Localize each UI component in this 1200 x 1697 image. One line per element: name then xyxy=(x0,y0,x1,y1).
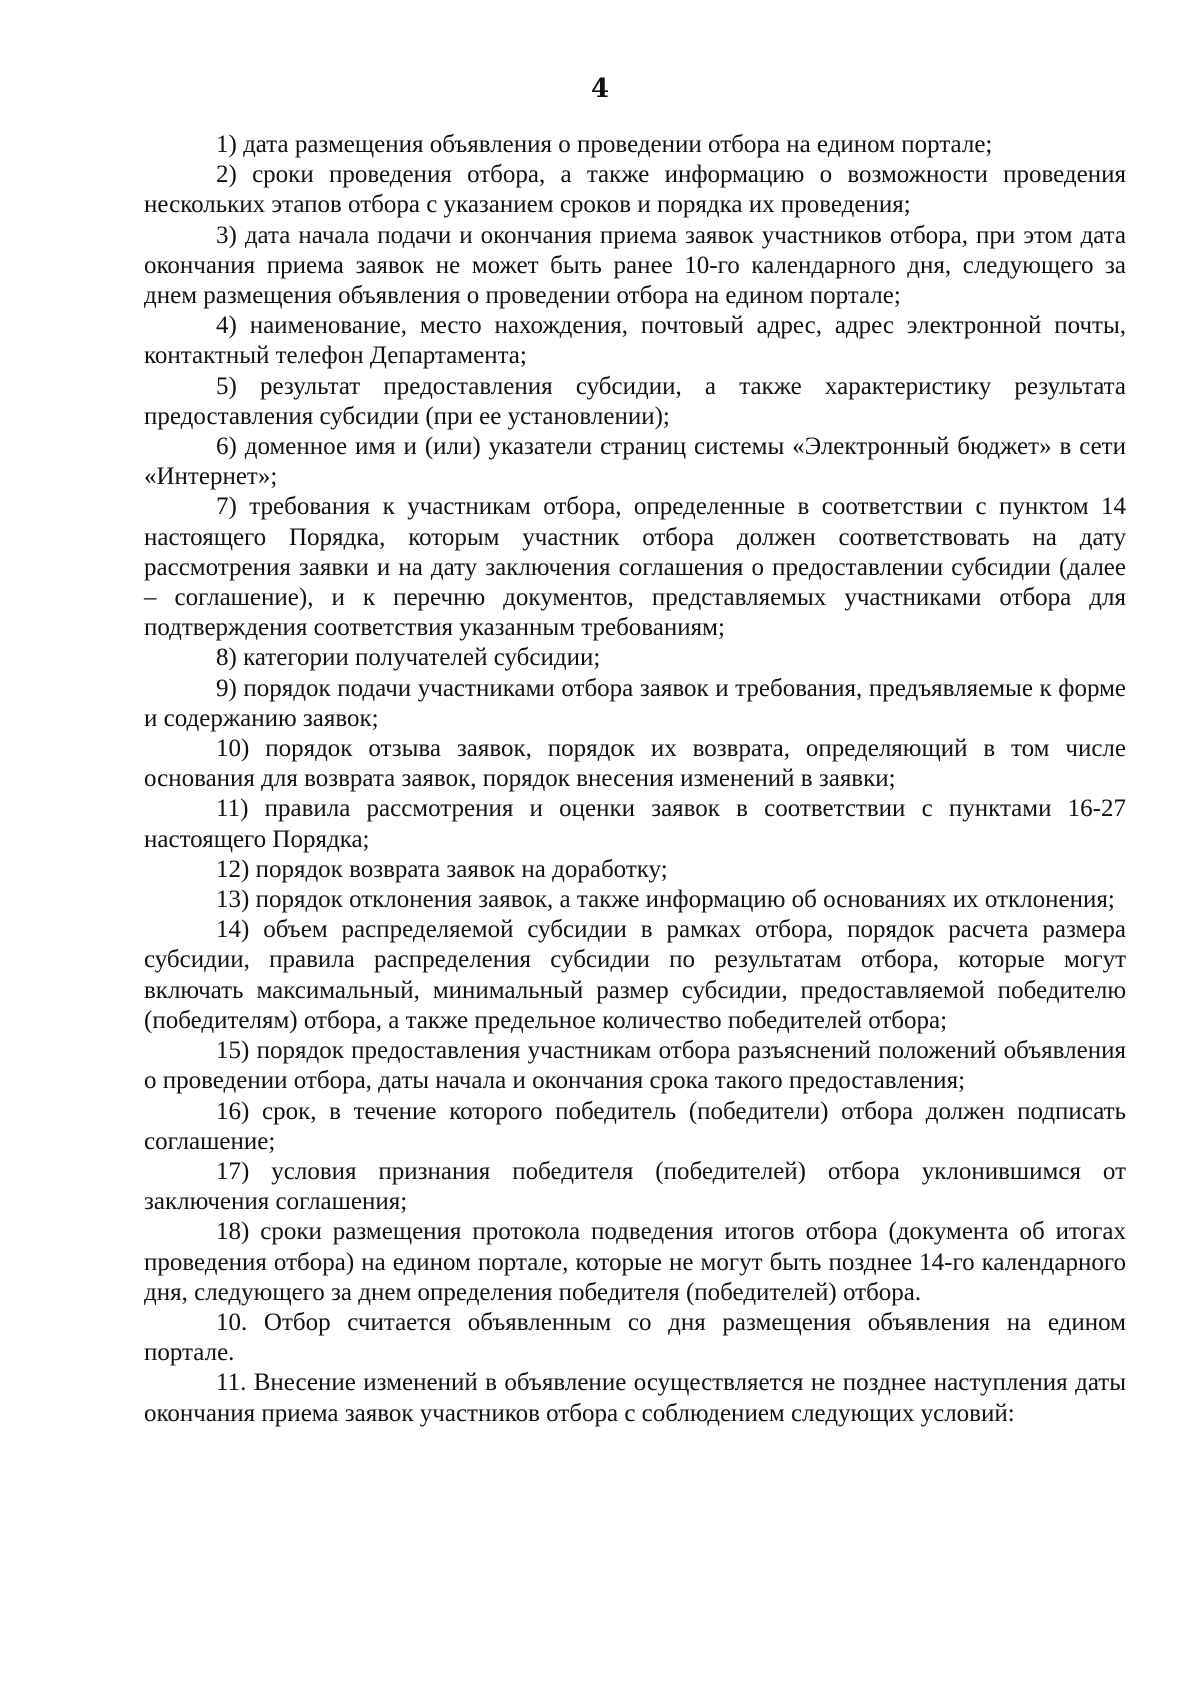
list-item-2: 2) сроки проведения отбора, а также информацию о возможности проведения нескольких этапов отбора с указанием сроков и порядка их проведения; xyxy=(144,161,1126,219)
list-item-10: 10) порядок отзыва заявок, порядок их возврата, определяющий в том числе основания для возврата заявок, порядок внесения изменений в заявки; xyxy=(144,735,1126,793)
list-item-9: 9) порядок подачи участниками отбора заявок и требования, предъявляемые к форме и содержанию заявок; xyxy=(144,674,1126,732)
list-item-15: 15) порядок предоставления участникам отбора разъяснений положений объявления о проведении отбора, даты начала и окончания срока такого предоставления; xyxy=(144,1037,1126,1095)
list-item-14: 14) объем распределяемой субсидии в рамках отбора, порядок расчета размера субсидии, правила распределения субсидии по результатам отбора, которые могут включать максимальный, минимальный размер субсидии, предоставляемой победителю (победителям) отбора, а также предельное количество победителей отбора; xyxy=(144,916,1126,1034)
list-item-1: 1) дата размещения объявления о проведении отбора на едином портале; xyxy=(216,131,993,158)
list-item-8: 8) категории получателей субсидии; xyxy=(216,644,601,672)
document-body xyxy=(144,130,1126,1429)
list-item-7: 7) требования к участникам отбора, определенные в соответствии с пунктом 14 настоящего Порядка, которым участник отбора должен соответствовать на дату рассмотрения заявки и на дату заключения соглашения о предоставлении субсидии (далее – соглашение), и к перечню документов, представляемых участниками отбора для подтверждения соответствия указанным требованиям; xyxy=(144,493,1126,642)
clause-10: 10. Отбор считается объявленным со дня размещения объявления на едином портале. xyxy=(144,1308,1126,1367)
page-number: 4 xyxy=(590,74,610,104)
list-item-16: 16) срок, в течение которого победитель (победители) отбора должен подписать соглашение; xyxy=(144,1097,1126,1155)
list-item-12: 12) порядок возврата заявок на доработку; xyxy=(216,855,668,883)
list-item-4: 4) наименование, место нахождения, почтовый адрес, адрес электронной почты, контактный телефон Департамента; xyxy=(144,312,1126,370)
list-item-17: 17) условия признания победителя (победителей) отбора уклонившимся от заключения соглашения; xyxy=(144,1157,1126,1216)
clause-11: 11. Внесение изменений в объявление осуществляется не позднее наступления даты окончания приема заявок участников отбора с соблюдением следующих условий: xyxy=(144,1369,1126,1427)
list-item-13: 13) порядок отклонения заявок, а также информацию об основаниях их отклонения; xyxy=(216,886,1115,914)
list-item-5: 5) результат предоставления субсидии, а также характеристику результата предоставления субсидии (при ее установлении); xyxy=(144,372,1126,430)
list-item-11: 11) правила рассмотрения и оценки заявок в соответствии с пунктами 16-27 настоящего Порядка; xyxy=(144,795,1126,853)
list-item-6: 6) доменное имя и (или) указатели страниц системы «Электронный бюджет» в сети «Интернет»; xyxy=(144,433,1126,491)
list-item-3: 3) дата начала подачи и окончания приема заявок участников отбора, при этом дата окончания приема заявок не может быть ранее 10-го календарного дня, следующего за днем размещения объявления о проведении отбора на едином портале; xyxy=(144,221,1126,310)
list-item-18: 18) сроки размещения протокола подведения итогов отбора (документа об итогах проведения отбора) на едином портале, которые не могут быть позднее 14-го календарного дня, следующего за днем определения победителя (победителей) отбора. xyxy=(144,1218,1126,1306)
